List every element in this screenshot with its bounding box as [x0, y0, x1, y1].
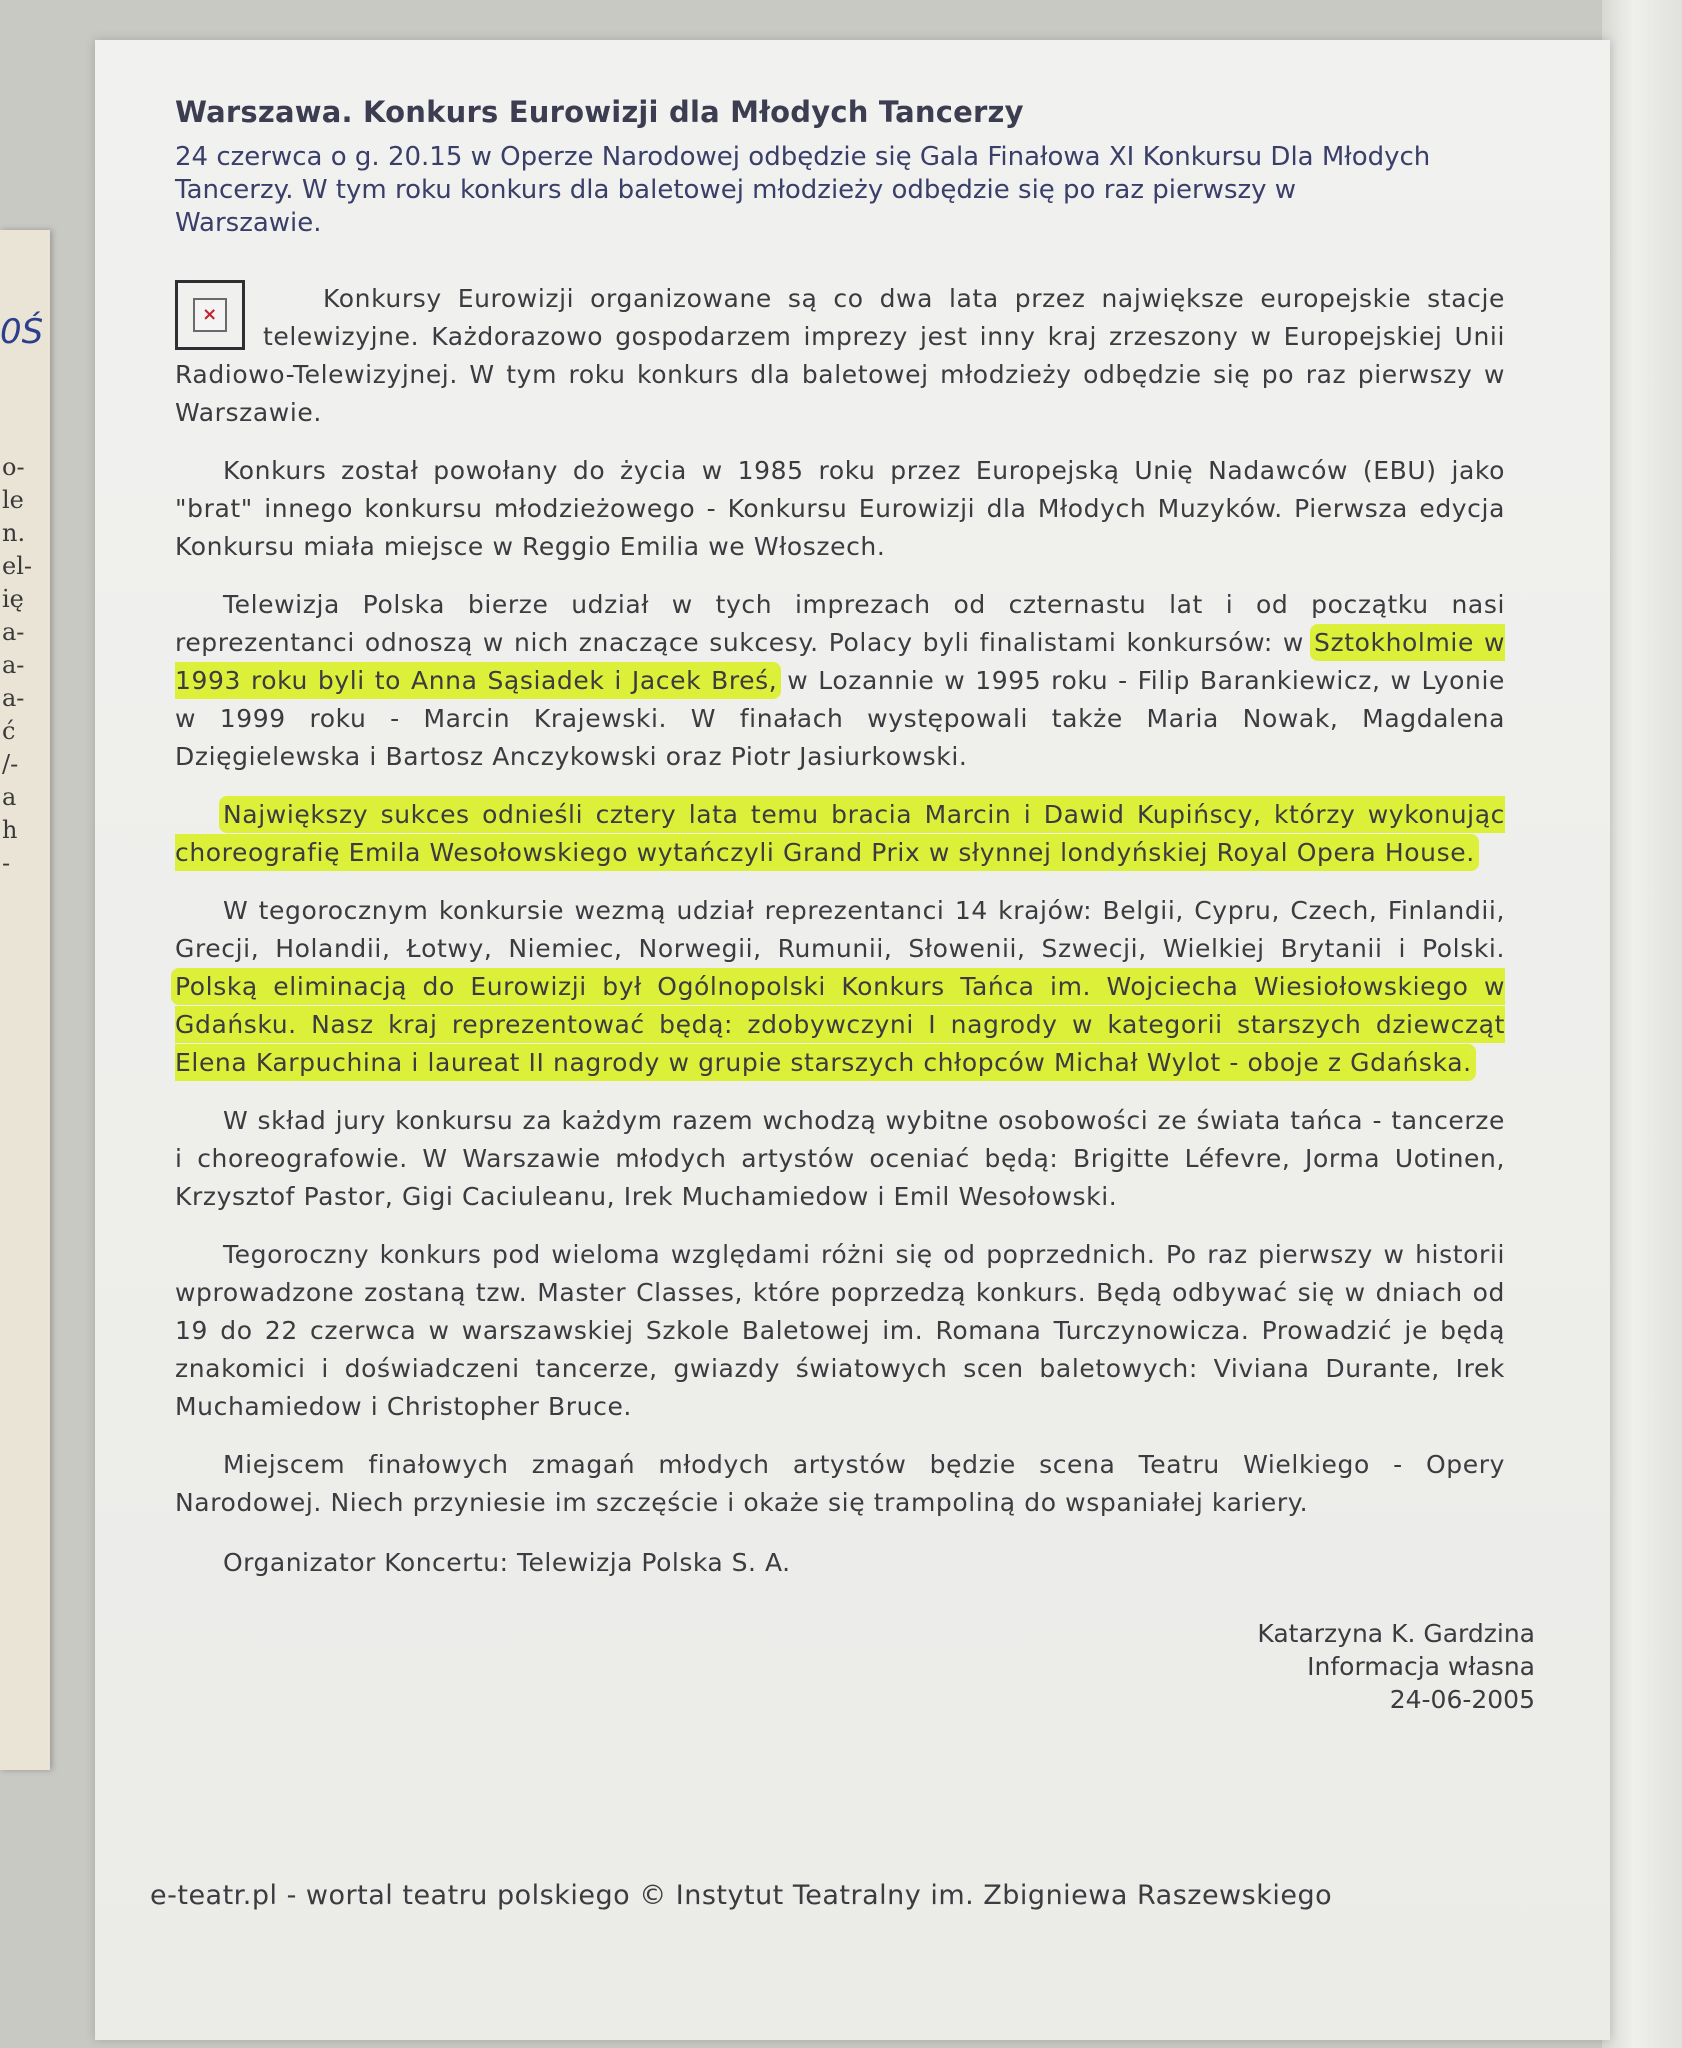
stacked-pages-edge: [1602, 0, 1682, 2048]
clipping-text-fragment: o-: [2, 453, 25, 481]
paragraph-1-text: Konkursy Eurowizji organizowane są co dwa lata przez największe europejskie stacje telewizyjne. Każdorazowo gospodarzem imprezy jest inny kraj zrzeszony w Europejskiej Unii Radiowo-Telewizyjnej. W tym roku konkurs dla baletowej młodzieży odbędzie się po raz pierwszy w Warszawie.: [175, 284, 1505, 427]
paragraph-5: [175, 892, 1505, 1082]
clipping-text-fragment: ć: [2, 717, 16, 745]
article: [175, 95, 1535, 1716]
clipping-text-fragment: h: [2, 816, 18, 844]
paragraph-7: Tegoroczny konkurs pod wieloma względami różni się od poprzednich. Po raz pierwszy w historii wprowadzone zostaną tzw. Master Classes, które poprzedzą konkurs. Będą odbywać się w dniach od 19 do 22 czerwca w warszawskiej Szkole Baletowej im. Romana Turczynowicza. Prowadzić je będą znakomici i doświadczeni tancerze, gwiazdy światowych scen baletowych: Viviana Durante, Irek Muchamiedow i Christopher Bruce.: [175, 1240, 1505, 1421]
paragraph-6: W skład jury konkursu za każdym razem wchodzą wybitne osobowości ze świata tańca - tancerze i choreografowie. W Warszawie młodych artystów oceniać będą: Brigitte Léfevre, Jorma Uotinen, Krzysztof Pastor, Gigi Caciuleanu, Irek Muchamiedow i Emil Wesołowski.: [175, 1106, 1505, 1211]
clipping-text-fragment: a-: [2, 684, 25, 712]
clipping-text-fragment: el-: [2, 552, 32, 580]
clipping-text-fragment: ię: [2, 585, 24, 613]
paragraph-1: [175, 280, 1505, 432]
author-name: Katarzyna K. Gardzina: [1257, 1619, 1535, 1648]
article-date: 24-06-2005: [1389, 1685, 1535, 1714]
clipping-text-fragment: a-: [2, 618, 25, 646]
paragraph-3-text-b: w Lozannie w 1995 roku - Filip Barankiewicz, w Lyonie w 1999 roku - Marcin Krajewski. W finałach występowali także Maria Nowak, Magdalena Dzięgielewska i Bartosz Anczykowski oraz Piotr Jasiurkowski.: [175, 666, 1505, 771]
handwritten-mark: 0Ś: [0, 312, 44, 352]
source-note: Informacja własna: [1307, 1652, 1535, 1681]
page-footer: e-teatr.pl - wortal teatru polskiego © Instytut Teatralny im. Zbigniewa Raszewskiego: [150, 1880, 1333, 1911]
paragraph-3: [175, 586, 1505, 776]
signature-block: [175, 1617, 1535, 1716]
paragraph-8: Miejscem finałowych zmagań młodych artystów będzie scena Teatru Wielkiego - Opery Narodowej. Niech przyniesie im szczęście i okaże się trampoliną do wspaniałej kariery.: [175, 1450, 1505, 1517]
clipping-text-fragment: le: [2, 486, 24, 514]
highlighted-text: Sztokholmie w 1993 roku byli to Anna Sąsiadek i Jacek Breś,: [175, 628, 1506, 695]
highlighted-text: Polską eliminacją do Eurowizji był Ogólnopolski Konkurs Tańca im. Wojciecha Wiesiołowskiego w Gdańsku. Nasz kraj reprezentować będą: zdobywczyni I nagrody w kategorii starszych dziewcząt Elena Karpuchina i laureat II nagrody w grupie starszych chłopców Michał Wylot - oboje z Gdańska.: [175, 972, 1505, 1077]
clipping-text-fragment: /-: [2, 750, 19, 778]
paragraph-3-text-a: Telewizja Polska bierze udział w tych imprezach od czternastu lat i od początku nasi reprezentanci odnoszą w nich znaczące sukcesy. Polacy byli finalistami konkursów: w: [175, 590, 1505, 657]
organizer-line: Organizator Koncertu: Telewizja Polska S. A.: [223, 1548, 791, 1577]
article-headline: Warszawa. Konkurs Eurowizji dla Młodych Tancerzy: [175, 95, 1024, 129]
paragraph-4: [175, 796, 1505, 872]
clipping-text-fragment: a: [2, 783, 17, 811]
paragraph-2: Konkurs został powołany do życia w 1985 roku przez Europejską Unię Nadawców (EBU) jako "brat" innego konkursu młodzieżowego - Konkursu Eurowizji dla Młodych Muzyków. Pierwsza edycja Konkursu miała miejsce w Reggio Emilia we Włoszech.: [175, 456, 1505, 561]
clipping-text-fragment: a-: [2, 651, 25, 679]
clipping-text-fragment: n.: [2, 519, 26, 547]
document-page: [95, 40, 1610, 2040]
article-lead: 24 czerwca o g. 20.15 w Operze Narodowej odbędzie się Gala Finałowa XI Konkursu Dla Młodych Tancerzy. W tym roku konkurs dla baletowej młodzieży odbędzie się po raz pierwszy w Warszawie.: [175, 142, 1431, 238]
clipping-text-fragment: -: [2, 849, 11, 877]
left-newspaper-clipping: [0, 230, 50, 1770]
highlighted-text: Największy sukces odnieśli cztery lata temu bracia Marcin i Dawid Kupińscy, którzy wykonując choreografię Emila Wesołowskiego wytańczyli Grand Prix w słynnej londyńskiej Royal Opera House.: [175, 800, 1505, 867]
paragraph-5-text-a: W tegorocznym konkursie wezmą udział reprezentanci 14 krajów: Belgii, Cypru, Czech, Finlandii, Grecji, Holandii, Łotwy, Niemiec, Norwegii, Rumunii, Słowenii, Szwecji, Wielkiej Brytanii i Polski.: [175, 896, 1505, 963]
broken-image-icon: ×: [175, 280, 245, 350]
